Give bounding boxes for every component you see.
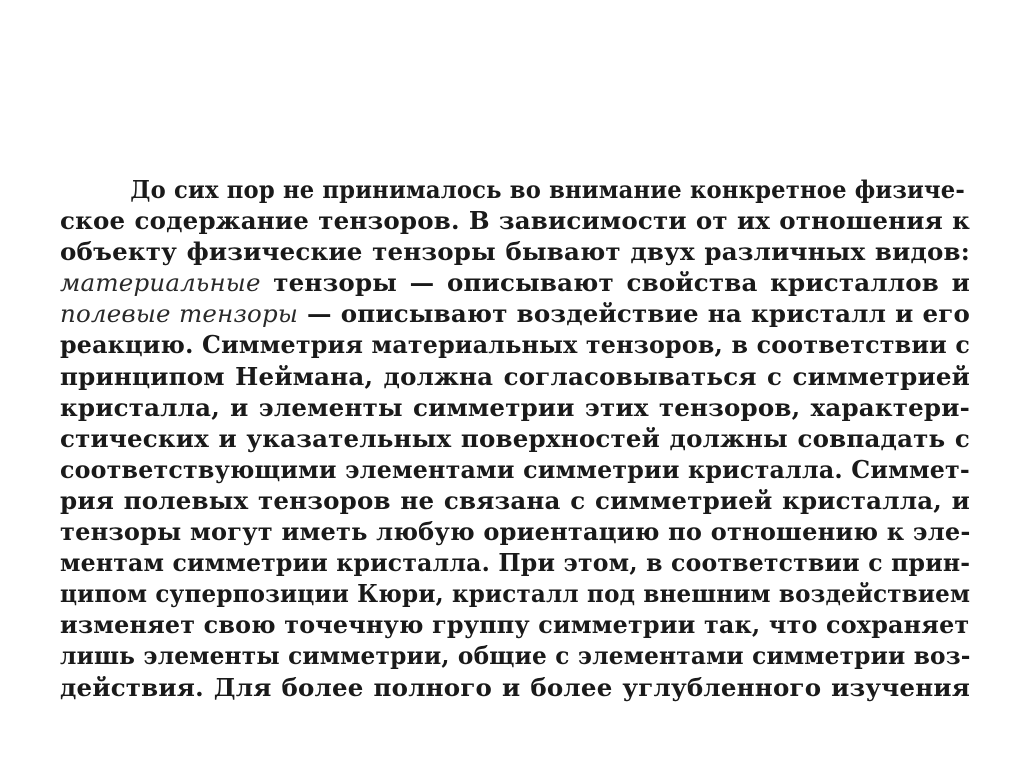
line-text: принципом Неймана, должна согласовываться с симметрией	[60, 361, 970, 391]
text-line	[60, 485, 970, 516]
line-text: действия. Для более полного и более углубленного изучения	[60, 672, 970, 702]
text-line	[60, 329, 971, 360]
text-line	[60, 267, 970, 298]
line-text: реакцию. Симметрия материальных тензоров, в соответствии с	[60, 330, 971, 360]
line-text: стических и указательных поверхностей должны совпадать с	[60, 423, 970, 453]
line-text: ментам симметрии кристалла. При этом, в соответствии с прин-	[60, 548, 971, 578]
text-line	[60, 236, 970, 267]
line-text: ское содержание тензоров. В зависимости от их отношения к	[60, 206, 970, 236]
italic-term: полевые тензоры	[60, 299, 299, 329]
text-line	[60, 454, 970, 485]
text-line	[60, 174, 965, 205]
line-text: изменяет свою точечную группу симметрии так, что сохраняет	[60, 610, 970, 640]
text-line	[60, 298, 970, 329]
text-line	[60, 672, 970, 703]
line-text: рия полевых тензоров не связана с симметрией кристалла, и	[60, 485, 970, 515]
line-text: ципом суперпозиции Кюри, кристалл под внешним воздействием	[60, 579, 971, 609]
italic-term: материальные	[60, 268, 261, 298]
line-text: лишь элементы симметрии, общие с элементами симметрии воз-	[60, 641, 971, 671]
text-line	[60, 516, 971, 547]
text-line	[60, 609, 970, 640]
paragraph	[60, 174, 970, 703]
line-text: тензоры — описывают свойства кристаллов и	[260, 268, 970, 298]
text-line	[60, 361, 970, 392]
line-text: кристалла, и элементы симметрии этих тензоров, характери-	[60, 392, 970, 422]
text-line	[60, 423, 970, 454]
text-line	[60, 547, 971, 578]
text-line	[60, 640, 971, 671]
line-text: — описывают воздействие на кристалл и его	[298, 299, 971, 329]
line-text: соответствующими элементами симметрии кристалла. Симмет-	[60, 454, 970, 484]
line-text: До сих пор не принималось во внимание конкретное физиче-	[130, 175, 965, 204]
text-line	[60, 205, 970, 236]
line-text: объекту физические тензоры бывают двух различных видов:	[60, 237, 970, 267]
line-text: тензоры могут иметь любую ориентацию по отношению к эле-	[60, 517, 971, 547]
text-line	[60, 578, 971, 609]
text-line	[60, 392, 970, 423]
